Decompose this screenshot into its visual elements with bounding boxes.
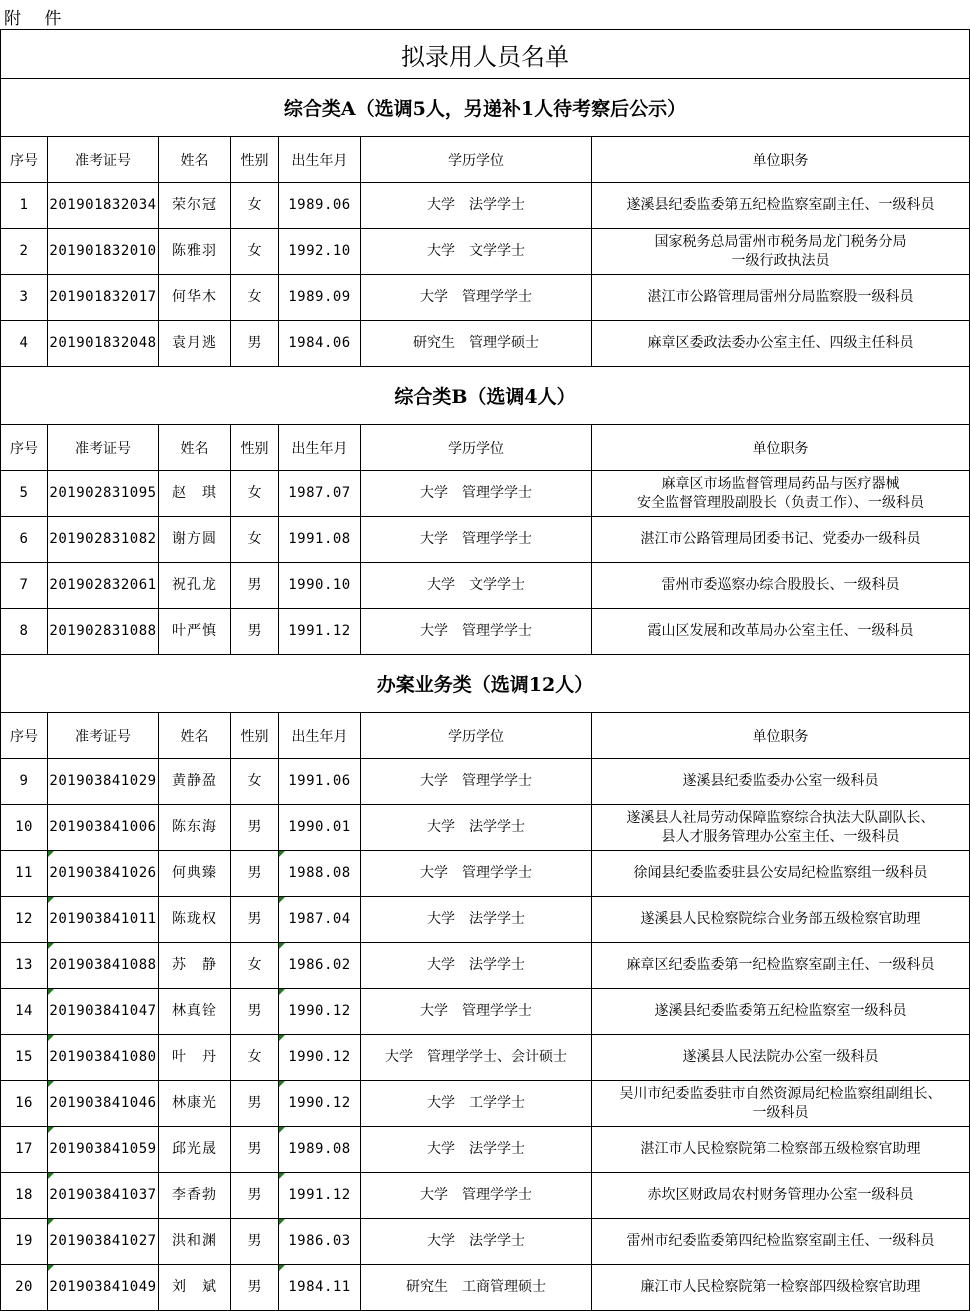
col-education-header: 学历学位 [361, 425, 592, 471]
col-exam-id: 201901832048 [48, 321, 159, 367]
col-name: 邱光晟 [159, 1127, 231, 1173]
col-unit-position-header: 单位职务 [592, 713, 970, 759]
col-birth: 1984.06 [279, 321, 361, 367]
unit-line: 赤坎区财政局农村财务管理办公室一级科员 [647, 1187, 914, 1203]
col-exam-id-header: 准考证号 [48, 425, 159, 471]
col-sex: 女 [231, 471, 279, 517]
col-exam-id-header: 准考证号 [48, 137, 159, 183]
col-no: 17 [1, 1127, 48, 1173]
col-no: 5 [1, 471, 48, 517]
table-row [1, 989, 970, 1035]
table-row [1, 229, 970, 275]
col-birth: 1990.12 [279, 989, 361, 1035]
col-sex: 男 [231, 563, 279, 609]
col-unit-position [592, 275, 970, 321]
col-name-header: 姓名 [159, 137, 231, 183]
col-sex: 男 [231, 609, 279, 655]
col-no: 14 [1, 989, 48, 1035]
col-education: 大学 法学学士 [361, 183, 592, 229]
col-exam-id: 201903841046 [48, 1081, 159, 1127]
table-row [1, 563, 970, 609]
col-education: 大学 法学学士 [361, 943, 592, 989]
col-name: 黄静盈 [159, 759, 231, 805]
col-sex: 女 [231, 275, 279, 321]
unit-line: 吴川市纪委监委驻市自然资源局纪检监察组副组长、 [619, 1085, 942, 1102]
table-row [1, 1265, 970, 1311]
col-birth: 1990.01 [279, 805, 361, 851]
col-education: 大学 管理学学士、会计硕士 [361, 1035, 592, 1081]
col-education: 大学 管理学学士 [361, 851, 592, 897]
col-no: 19 [1, 1219, 48, 1265]
col-unit-position [592, 1265, 970, 1311]
unit-line: 雷州市委巡察办综合股股长、一级科员 [661, 577, 900, 593]
col-birth: 1990.12 [279, 1081, 361, 1127]
col-birth: 1986.03 [279, 1219, 361, 1265]
table-row [1, 1127, 970, 1173]
col-name: 林真铨 [159, 989, 231, 1035]
col-name-header: 姓名 [159, 425, 231, 471]
col-no: 9 [1, 759, 48, 805]
col-sex: 男 [231, 1265, 279, 1311]
table-row [1, 183, 970, 229]
col-birth: 1991.08 [279, 517, 361, 563]
col-education: 大学 文学学士 [361, 229, 592, 275]
page-title: 拟录用人员名单 [1, 30, 970, 79]
col-sex: 男 [231, 321, 279, 367]
col-birth-header: 出生年月 [279, 137, 361, 183]
col-sex: 男 [231, 1173, 279, 1219]
col-education: 大学 管理学学士 [361, 1173, 592, 1219]
col-name: 袁月逃 [159, 321, 231, 367]
col-no: 16 [1, 1081, 48, 1127]
col-name: 陈珑权 [159, 897, 231, 943]
header-row [1, 425, 970, 471]
col-exam-id: 201903841088 [48, 943, 159, 989]
col-birth: 1991.06 [279, 759, 361, 805]
col-name: 祝孔龙 [159, 563, 231, 609]
col-education-header: 学历学位 [361, 713, 592, 759]
col-sex: 女 [231, 943, 279, 989]
col-exam-id: 201903841059 [48, 1127, 159, 1173]
col-education: 大学 管理学学士 [361, 609, 592, 655]
col-no: 20 [1, 1265, 48, 1311]
col-birth-header: 出生年月 [279, 713, 361, 759]
col-education: 大学 文学学士 [361, 563, 592, 609]
col-no: 2 [1, 229, 48, 275]
col-sex-header: 性别 [231, 713, 279, 759]
col-education: 研究生 管理学硕士 [361, 321, 592, 367]
attachment-label: 附 件 [4, 9, 71, 29]
col-exam-id: 201901832034 [48, 183, 159, 229]
col-birth: 1988.08 [279, 851, 361, 897]
col-no: 12 [1, 897, 48, 943]
col-name: 陈雅羽 [159, 229, 231, 275]
col-birth: 1991.12 [279, 609, 361, 655]
col-no: 7 [1, 563, 48, 609]
unit-line: 麻章区委政法委办公室主任、四级主任科员 [647, 335, 914, 351]
table-row [1, 471, 970, 517]
col-name: 李香勃 [159, 1173, 231, 1219]
col-exam-id: 201903841047 [48, 989, 159, 1035]
col-education: 大学 管理学学士 [361, 517, 592, 563]
col-name: 谢方圆 [159, 517, 231, 563]
col-education: 大学 管理学学士 [361, 759, 592, 805]
col-unit-position [592, 471, 970, 517]
col-birth-header: 出生年月 [279, 425, 361, 471]
col-education: 大学 法学学士 [361, 1127, 592, 1173]
col-sex: 女 [231, 517, 279, 563]
col-exam-id: 201901832017 [48, 275, 159, 321]
section-heading-row [1, 367, 970, 425]
col-exam-id: 201902831082 [48, 517, 159, 563]
col-no: 1 [1, 183, 48, 229]
col-exam-id: 201903841049 [48, 1265, 159, 1311]
unit-line: 一级行政执法员 [731, 252, 830, 269]
col-unit-position [592, 897, 970, 943]
col-sex: 男 [231, 805, 279, 851]
col-education-header: 学历学位 [361, 137, 592, 183]
col-sex: 男 [231, 1127, 279, 1173]
col-exam-id: 201901832010 [48, 229, 159, 275]
unit-line: 麻章区市场监督管理局药品与医疗器械 [661, 475, 900, 492]
col-birth: 1987.04 [279, 897, 361, 943]
col-name: 刘 斌 [159, 1265, 231, 1311]
col-name: 赵 琪 [159, 471, 231, 517]
table-row [1, 897, 970, 943]
col-unit-position [592, 1127, 970, 1173]
section-heading: 办案业务类（选调12人） [1, 655, 970, 713]
unit-line: 徐闻县纪委监委驻县公安局纪检监察组一级科员 [633, 865, 928, 881]
col-name: 陈东海 [159, 805, 231, 851]
col-exam-id: 201903841029 [48, 759, 159, 805]
col-sex: 男 [231, 989, 279, 1035]
col-no: 18 [1, 1173, 48, 1219]
col-sex: 男 [231, 897, 279, 943]
col-no: 4 [1, 321, 48, 367]
col-sex-header: 性别 [231, 137, 279, 183]
col-name: 林康光 [159, 1081, 231, 1127]
section-heading-row [1, 79, 970, 137]
table-row [1, 805, 970, 851]
unit-line: 遂溪县人社局劳动保障监察综合执法大队副队长、 [626, 809, 935, 826]
unit-line: 遂溪县纪委监委第五纪检监察室副主任、一级科员 [626, 197, 935, 213]
table-row [1, 1173, 970, 1219]
col-unit-position [592, 563, 970, 609]
header-row [1, 713, 970, 759]
col-sex: 男 [231, 1219, 279, 1265]
col-exam-id: 201902831088 [48, 609, 159, 655]
col-exam-id: 201903841080 [48, 1035, 159, 1081]
unit-line: 麻章区纪委监委第一纪检监察室副主任、一级科员 [626, 957, 935, 973]
unit-line: 遂溪县纪委监委办公室一级科员 [682, 773, 879, 789]
col-unit-position [592, 517, 970, 563]
table-row [1, 943, 970, 989]
col-education: 大学 管理学学士 [361, 989, 592, 1035]
col-birth: 1990.12 [279, 1035, 361, 1081]
table-row [1, 851, 970, 897]
unit-line: 一级科员 [752, 1104, 809, 1121]
col-exam-id: 201903841037 [48, 1173, 159, 1219]
table-row [1, 321, 970, 367]
unit-line: 湛江市人民检察院第二检察部五级检察官助理 [640, 1141, 921, 1157]
col-education: 大学 法学学士 [361, 1219, 592, 1265]
col-education: 大学 管理学学士 [361, 471, 592, 517]
col-birth: 1989.09 [279, 275, 361, 321]
table-row [1, 275, 970, 321]
table-row [1, 517, 970, 563]
col-birth: 1991.12 [279, 1173, 361, 1219]
col-birth: 1989.06 [279, 183, 361, 229]
col-education: 研究生 工商管理硕士 [361, 1265, 592, 1311]
col-no: 8 [1, 609, 48, 655]
col-exam-id: 201903841006 [48, 805, 159, 851]
candidate-table [0, 29, 970, 1311]
col-unit-position [592, 1081, 970, 1127]
col-name: 洪和渊 [159, 1219, 231, 1265]
col-no-header: 序号 [1, 137, 48, 183]
unit-line: 国家税务总局雷州市税务局龙门税务分局 [654, 233, 907, 250]
col-education: 大学 工学学士 [361, 1081, 592, 1127]
col-birth: 1987.07 [279, 471, 361, 517]
table-row [1, 759, 970, 805]
col-birth: 1986.02 [279, 943, 361, 989]
col-name: 何华木 [159, 275, 231, 321]
unit-line: 廉江市人民检察院第一检察部四级检察官助理 [640, 1279, 921, 1295]
section-heading: 综合类B（选调4人） [1, 367, 970, 425]
col-sex: 女 [231, 759, 279, 805]
col-no: 11 [1, 851, 48, 897]
col-education: 大学 管理学学士 [361, 275, 592, 321]
unit-line: 遂溪县人民法院办公室一级科员 [682, 1049, 879, 1065]
col-education: 大学 法学学士 [361, 805, 592, 851]
unit-line: 湛江市公路管理局雷州分局监察股一级科员 [647, 289, 914, 305]
unit-line: 县人才服务管理办公室主任、一级科员 [661, 828, 900, 845]
unit-line: 遂溪县纪委监委第五纪检监察室一级科员 [654, 1003, 907, 1019]
col-name-header: 姓名 [159, 713, 231, 759]
col-name: 叶严慎 [159, 609, 231, 655]
col-unit-position [592, 229, 970, 275]
col-no: 15 [1, 1035, 48, 1081]
col-unit-position-header: 单位职务 [592, 425, 970, 471]
col-no: 13 [1, 943, 48, 989]
col-unit-position [592, 989, 970, 1035]
col-unit-position [592, 1173, 970, 1219]
col-sex: 男 [231, 1081, 279, 1127]
col-sex: 男 [231, 851, 279, 897]
col-birth: 1989.08 [279, 1127, 361, 1173]
col-name: 叶 丹 [159, 1035, 231, 1081]
unit-line: 遂溪县人民检察院综合业务部五级检察官助理 [640, 911, 921, 927]
col-education: 大学 法学学士 [361, 897, 592, 943]
col-exam-id: 201902832061 [48, 563, 159, 609]
col-no: 3 [1, 275, 48, 321]
col-sex: 女 [231, 1035, 279, 1081]
col-unit-position [592, 805, 970, 851]
table-row [1, 1081, 970, 1127]
table-row [1, 1035, 970, 1081]
col-unit-position [592, 1219, 970, 1265]
table-row [1, 609, 970, 655]
col-unit-position [592, 759, 970, 805]
col-no-header: 序号 [1, 713, 48, 759]
col-name: 苏 静 [159, 943, 231, 989]
col-exam-id: 201902831095 [48, 471, 159, 517]
col-unit-position [592, 943, 970, 989]
col-name: 荣尔冠 [159, 183, 231, 229]
col-sex: 女 [231, 183, 279, 229]
col-unit-position [592, 851, 970, 897]
col-birth: 1992.10 [279, 229, 361, 275]
unit-line: 雷州市纪委监委第四纪检监察室副主任、一级科员 [626, 1233, 935, 1249]
col-sex: 女 [231, 229, 279, 275]
col-birth: 1990.10 [279, 563, 361, 609]
col-exam-id: 201903841027 [48, 1219, 159, 1265]
col-name: 何典臻 [159, 851, 231, 897]
unit-line: 湛江市公路管理局团委书记、党委办一级科员 [640, 531, 921, 547]
col-no-header: 序号 [1, 425, 48, 471]
col-sex-header: 性别 [231, 425, 279, 471]
unit-line: 霞山区发展和改革局办公室主任、一级科员 [647, 623, 914, 639]
col-exam-id: 201903841026 [48, 851, 159, 897]
table-row [1, 1219, 970, 1265]
col-exam-id-header: 准考证号 [48, 713, 159, 759]
col-birth: 1984.11 [279, 1265, 361, 1311]
col-exam-id: 201903841011 [48, 897, 159, 943]
unit-line: 安全监督管理股副股长（负责工作）、一级科员 [637, 494, 924, 511]
col-unit-position [592, 1035, 970, 1081]
col-no: 6 [1, 517, 48, 563]
col-no: 10 [1, 805, 48, 851]
col-unit-position [592, 609, 970, 655]
col-unit-position [592, 321, 970, 367]
col-unit-position [592, 183, 970, 229]
section-heading-row [1, 655, 970, 713]
col-unit-position-header: 单位职务 [592, 137, 970, 183]
section-heading: 综合类A（选调5人，另递补1人待考察后公示） [1, 79, 970, 137]
header-row [1, 137, 970, 183]
